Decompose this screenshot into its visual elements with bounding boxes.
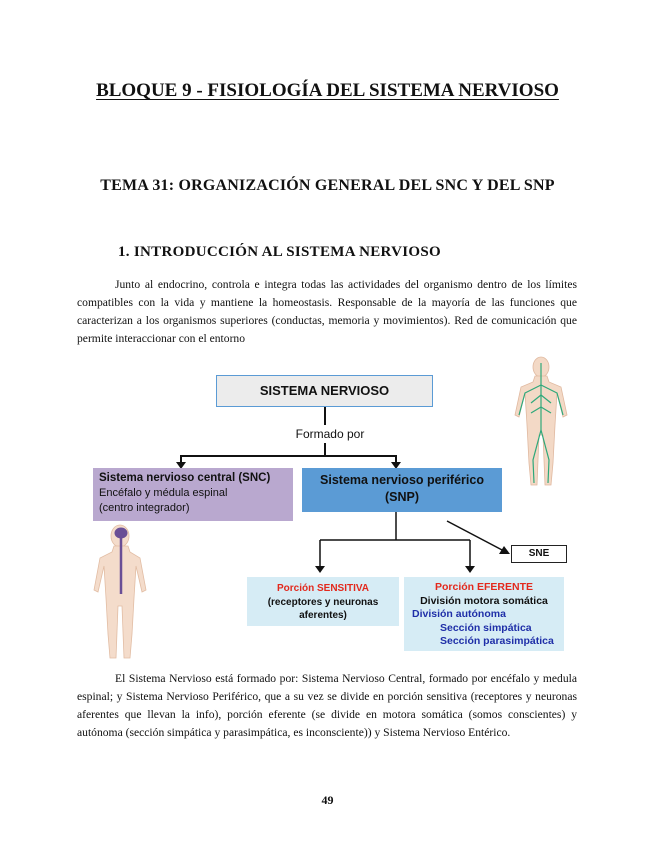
eferente-autonoma: División autónoma — [412, 608, 506, 620]
summary-paragraph: El Sistema Nervioso está formado por: Sistema Nervioso Central, formado por encéfalo y medula espinal; y Sistema Nervioso Periférico, que a su vez se divide en porción sensitiva (receptores y neuronas aferentes que llevan la info), porción eferente (se divide en motora somática (somos conscientes) y autónoma (sección simpática y parasimpática, es inconsciente)) y Sistema Nervioso Entérico. — [77, 672, 577, 739]
porcion-sensitiva-box — [247, 577, 399, 626]
arrow-head — [315, 566, 325, 573]
section-heading: 1. INTRODUCCIÓN AL SISTEMA NERVIOSO — [118, 244, 441, 260]
sne-arrow-line — [447, 521, 504, 551]
sne-box: SNE — [511, 545, 567, 563]
eferente-motora: División motora somática — [420, 594, 548, 607]
sensitiva-line2: aferentes) — [299, 610, 347, 621]
tema-title: TEMA 31: ORGANIZACIÓN GENERAL DEL SNC Y DEL SNP — [100, 177, 555, 194]
bloque-title: BLOQUE 9 - FISIOLOGÍA DEL SISTEMA NERVIOSO — [96, 80, 559, 101]
snp-line2: (SNP) — [384, 490, 420, 504]
sensitiva-title: Porción SENSITIVA — [276, 583, 370, 594]
page-number: 49 — [321, 793, 334, 807]
snc-line2: (centro integrador) — [99, 502, 190, 514]
snp-box — [302, 468, 502, 512]
eferente-parasimpatica: Sección parasimpática — [440, 635, 554, 647]
sensitiva-line1: (receptores y neuronas — [267, 596, 379, 608]
snc-title: Sistema nervioso central (SNC) — [99, 472, 271, 484]
eferente-simpatica: Sección simpática — [440, 621, 532, 634]
snp-line1: Sistema nervioso periférico — [320, 473, 484, 487]
snc-line1: Encéfalo y médula espinal — [99, 487, 228, 499]
snc-box — [93, 468, 293, 521]
porcion-eferente-box — [404, 577, 564, 651]
sistema-nervioso-box: SISTEMA NERVIOSO — [216, 375, 433, 407]
eferente-title: Porción EFERENTE — [434, 581, 533, 593]
intro-paragraph: Junto al endocrino, controla e integra todas las actividades del organismo dentro de los límites compatibles con la vida y mantiene la homeostasis. Responsable de la mayoría de las funciones que caracterizan a los organismos superiores (conductas, memoria y movimientos). Red de comunicación que permite interaccionar con el entorno — [77, 278, 577, 345]
formado-por-label: Formado por — [295, 427, 365, 441]
arrow-head — [465, 566, 475, 573]
